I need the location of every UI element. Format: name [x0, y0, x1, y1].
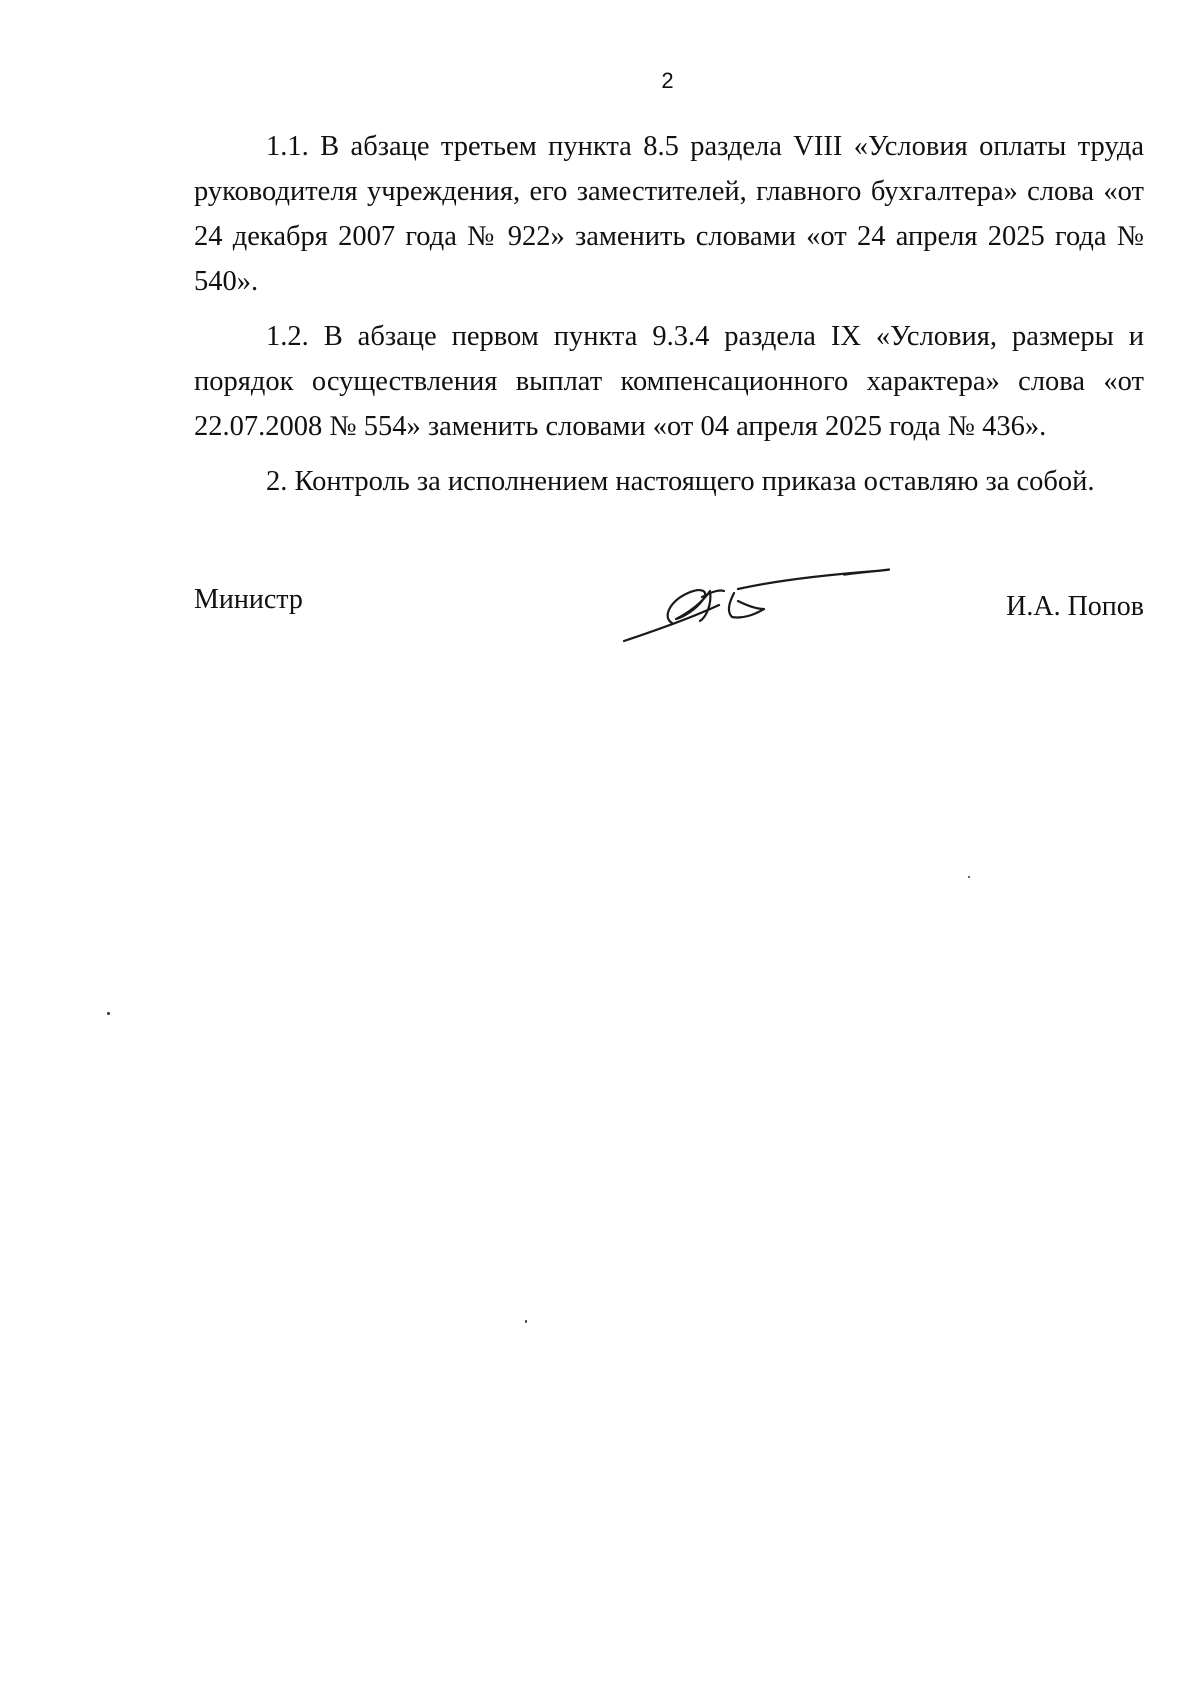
scan-speck	[968, 876, 970, 878]
document-body	[194, 124, 1144, 504]
paragraph-1-2: 1.2. В абзаце первом пункта 9.3.4 раздела IX «Условия, размеры и порядок осуществления выплат компенсационного характера» слова «от 22.07.2008 № 554» заменить словами «от 04 апреля 2025 года № 436».	[194, 321, 1144, 442]
scan-speck	[107, 1012, 110, 1015]
handwritten-signature	[614, 553, 904, 653]
position-title: Министр	[194, 584, 303, 615]
paragraph-2: 2. Контроль за исполнением настоящего приказа оставляю за собой.	[266, 466, 1095, 497]
signature-block	[194, 575, 1144, 675]
scan-speck	[525, 1320, 527, 1323]
signer-name: И.А. Попов	[1006, 591, 1144, 622]
page-number: 2	[661, 68, 674, 93]
paragraph-1-1: 1.1. В абзаце третьем пункта 8.5 раздела VIII «Условия оплаты труда руководителя учреждения, его заместителей, главного бухгалтера» слова «от 24 декабря 2007 года № 922» заменить словами «от 24 апреля 2025 года № 540».	[194, 131, 1144, 297]
